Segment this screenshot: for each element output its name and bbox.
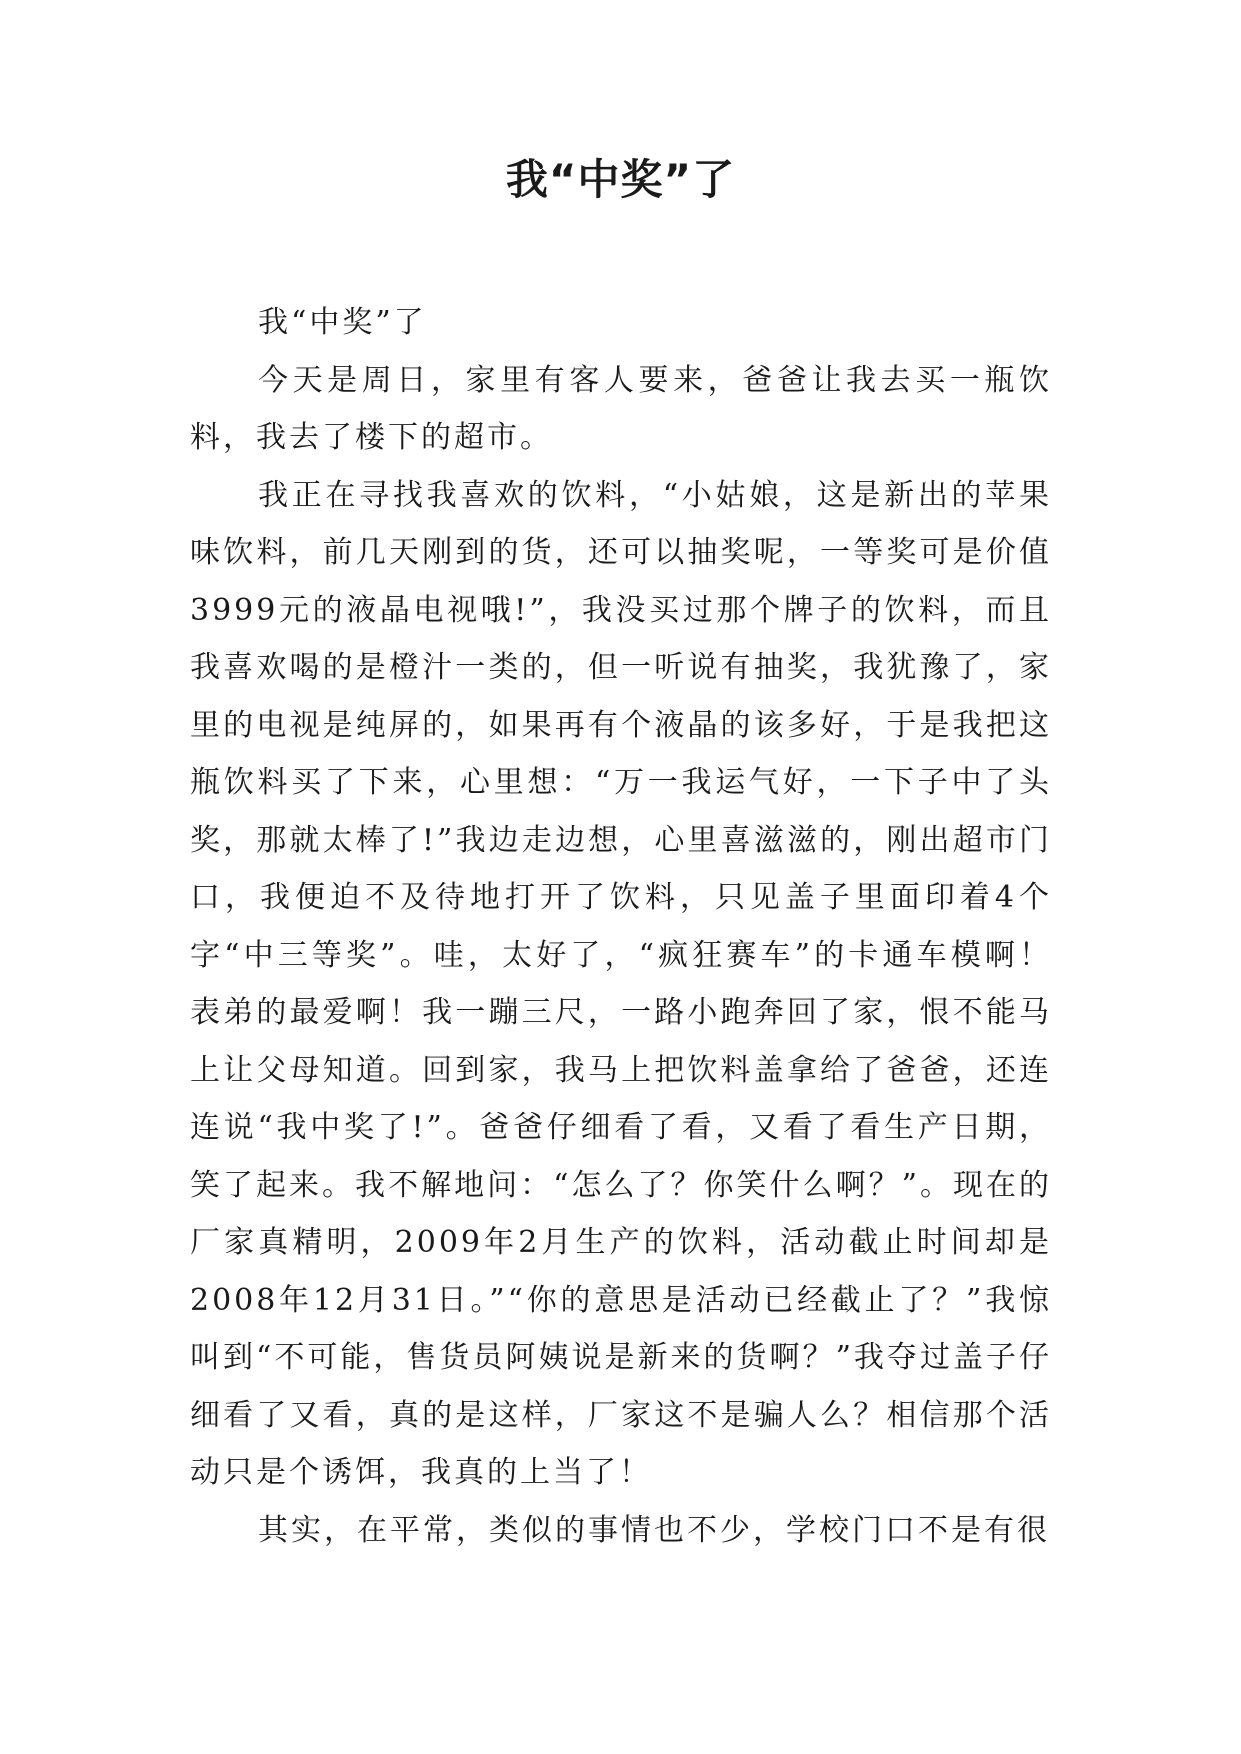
document-title: 我“中奖”了	[505, 155, 736, 204]
paragraph-intro: 今天是周日，家里有客人要来，爸爸让我去买一瓶饮料，我去了楼下的超市。	[190, 362, 1052, 455]
paragraph-story: 我正在寻找我喜欢的饮料，“小姑娘，这是新出的苹果味饮料，前几天刚到的货，还可以抽奖呢，一等奖可是价值3999元的液晶电视哦!”，我没买过那个牌子的饮料，而且我喜欢喝的是橙汁一类的，但一听说有抽奖，我犹豫了，家里的电视是纯屏的，如果再有个液晶的该多好，于是我把这瓶饮料买了下来，心里想：“万一我运气好，一下子中了头奖，那就太棒了!”我边走边想，心里喜滋滋的，刚出超市门口，我便迫不及待地打开了饮料，只见盖子里面印着4个字“中三等奖”。哇，太好了，“疯狂赛车”的卡通车模啊！表弟的最爱啊！我一蹦三尺，一路小跑奔回了家，恨不能马上让父母知道。回到家，我马上把饮料盖拿给了爸爸，还连连说“我中奖了!”。爸爸仔细看了看，又看了看生产日期，笑了起来。我不解地问：“怎么了？你笑什么啊？”。现在的厂家真精明，2009年2月生产的饮料，活动截止时间却是2008年12月31日。”“你的意思是活动已经截止了？”我惊叫到“不可能，售货员阿姨说是新来的货啊？”我夺过盖子仔细看了又看，真的是这样，厂家这不是骗人么？相信那个活动只是个诱饵，我真的上当了！	[190, 477, 1052, 1490]
paragraph-reflection: 其实，在平常，类似的事情也不少，学校门口不是有很	[258, 1512, 1050, 1548]
paragraph-subtitle: 我“中奖”了	[258, 305, 427, 340]
document-body	[190, 294, 1052, 1559]
